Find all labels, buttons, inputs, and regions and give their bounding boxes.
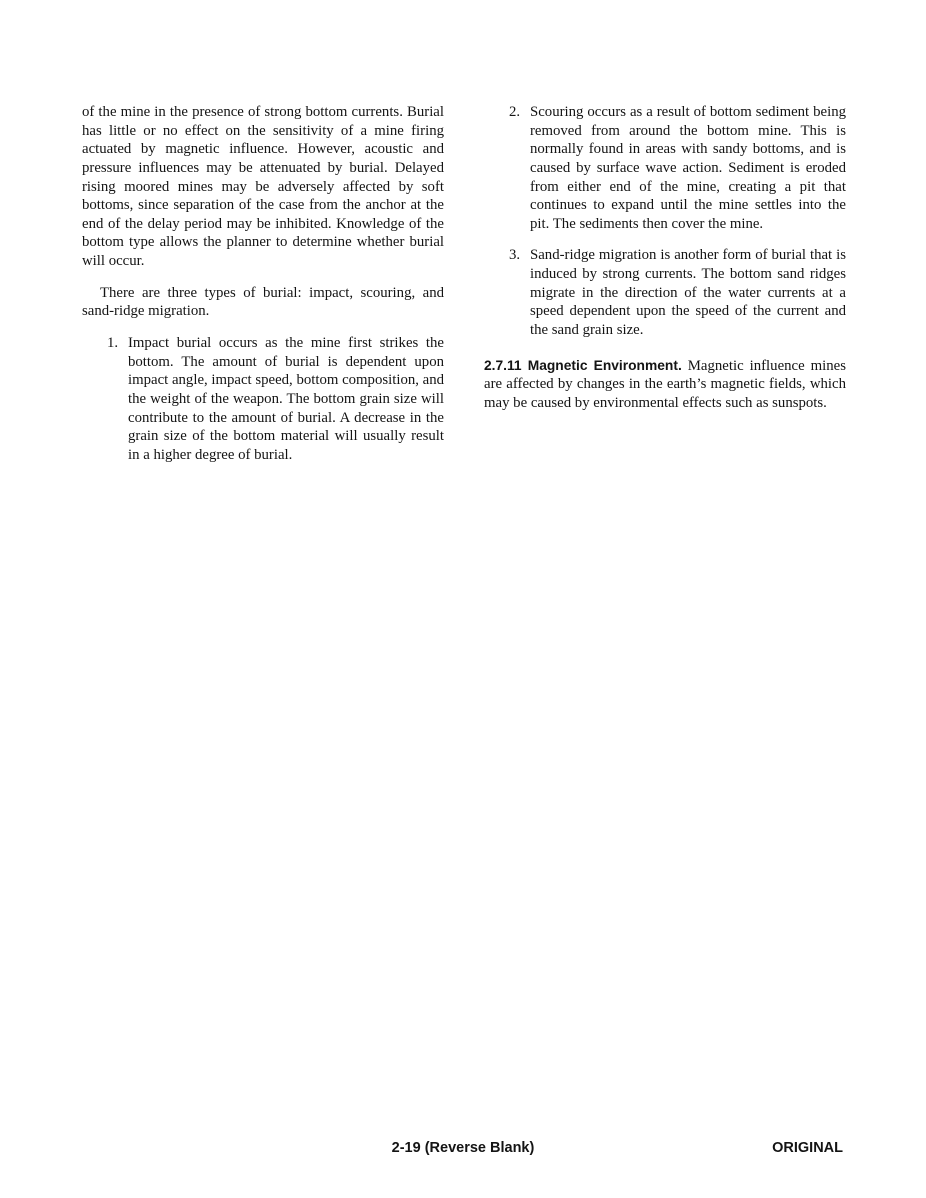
section-magnetic-environment — [484, 357, 846, 413]
list-item-sand-ridge-migration — [484, 246, 846, 339]
section-heading: 2.7.11 Magnetic Environment. — [484, 357, 682, 373]
list-item-text: Scouring occurs as a result of bottom sediment being removed from around the bottom mine. This is normally found in areas with sandy bottoms, and is caused by surface wave action. Sediment is eroded from either end of the mine, creating a pit that continues to expand until the mine settles into the pit. The sediments then cover the mine. — [530, 104, 846, 232]
page-number-label: 2-19 (Reverse Blank) — [391, 1140, 535, 1156]
list-number: 3. — [509, 247, 521, 264]
list-number: 2. — [509, 104, 521, 120]
list-number: 1. — [107, 335, 119, 352]
list-item-text: Impact burial occurs as the mine first strikes the bottom. The amount of burial is dependent upon impact angle, impact speed, bottom composition, and the weight of the weapon. The bottom grain size will contribute to the amount of burial. A decrease in the grain size of the bottom material will usually result in a higher degree of burial. — [128, 335, 445, 463]
left-column — [82, 103, 444, 478]
two-column-body — [82, 103, 846, 478]
body-paragraph-burial-types: There are three types of burial: impact, scouring, and sand-ridge migration. — [82, 284, 444, 320]
list-item-text: Sand-ridge migration is another form of burial that is induced by strong currents. The bottom sand ridges migrate in the direction of the water currents at a speed dependent upon the speed of the current and the sand grain size. — [530, 247, 846, 339]
body-paragraph-continuation: of the mine in the presence of strong bottom currents. Burial has little or no effect on the sensitivity of a mine firing actuated by magnetic influence. However, acoustic and pressure influences may be attenuated by burial. Delayed rising moored mines may be adversely affected by soft bottoms, since separation of the case from the anchor at the end of the delay period may be inhibited. Knowledge of the bottom type allows the planner to determine whether burial will occur. — [82, 104, 444, 270]
section-body-text: Magnetic influence mines are affected by changes in the earth’s magnetic fields, which may be caused by environmental effects such as sunspots. — [484, 357, 846, 411]
page-footer — [0, 1140, 926, 1160]
revision-status-label: ORIGINAL — [772, 1140, 843, 1156]
right-column — [484, 103, 846, 478]
list-item-impact-burial — [82, 334, 444, 464]
list-item-scouring — [484, 103, 846, 233]
